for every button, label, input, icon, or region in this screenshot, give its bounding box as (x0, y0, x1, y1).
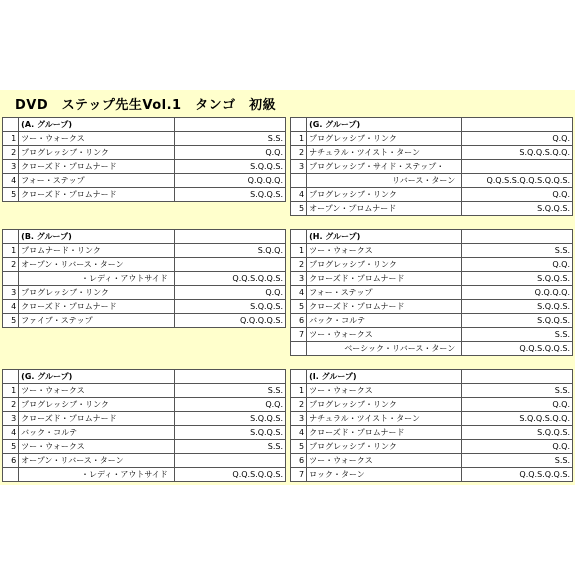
step-number: 3 (3, 286, 19, 300)
step-number: 1 (3, 384, 19, 398)
table-row (3, 272, 286, 286)
step-timing: S.Q.Q.S. (462, 426, 573, 440)
step-number: 3 (3, 412, 19, 426)
step-number: 7 (291, 328, 307, 342)
table-row (291, 202, 573, 216)
group-table-a (2, 117, 286, 202)
step-name: ・レディ・アウトサイド (19, 468, 175, 482)
header-timing-cell (462, 230, 573, 244)
table-row (291, 160, 573, 174)
step-name: ベーシック・リバース・ターン (307, 342, 462, 356)
step-number: 4 (3, 174, 19, 188)
step-number: 5 (3, 440, 19, 454)
step-number: 7 (291, 468, 307, 482)
header-timing-cell (174, 370, 285, 384)
step-number: 3 (291, 412, 307, 426)
step-name: ツー・ウォークス (307, 384, 462, 398)
header-timing-cell (174, 118, 285, 132)
step-number: 4 (291, 286, 307, 300)
table-row (291, 412, 573, 426)
table-row (3, 244, 286, 258)
step-name: ナチュラル・ツイスト・ターン (307, 146, 462, 160)
step-name: クローズド・プロムナード (307, 300, 462, 314)
table-row (3, 146, 286, 160)
step-timing: Q.Q.S.Q.Q.S. (462, 342, 573, 356)
step-name: バック・コルテ (19, 426, 175, 440)
table-row (291, 188, 573, 202)
step-name: ・レディ・アウトサイド (19, 272, 175, 286)
table-row (3, 314, 286, 328)
step-timing: Q.Q. (462, 398, 573, 412)
step-number: 2 (291, 146, 307, 160)
table-row (3, 286, 286, 300)
step-timing: S.S. (462, 244, 573, 258)
group-header-row (3, 230, 286, 244)
group-header: (I. グループ) (307, 370, 462, 384)
table-row (291, 258, 573, 272)
table-row (3, 440, 286, 454)
header-number-cell (3, 230, 19, 244)
step-number: 4 (291, 188, 307, 202)
step-number: 2 (291, 398, 307, 412)
step-timing: S.Q.Q.S. (174, 412, 285, 426)
step-timing: Q.Q.Q.Q.S. (174, 314, 285, 328)
group-header: (G. グループ) (19, 370, 175, 384)
step-number: 1 (291, 132, 307, 146)
step-timing: S.Q.Q.S. (462, 300, 573, 314)
table-row (3, 398, 286, 412)
header-number-cell (291, 370, 307, 384)
step-timing: S.S. (174, 440, 285, 454)
table-row (291, 468, 573, 482)
step-name: バック・コルテ (307, 314, 462, 328)
step-name: ツー・ウォークス (19, 132, 175, 146)
step-number: 5 (3, 314, 19, 328)
step-timing: S.Q.Q.S.Q.Q. (462, 146, 573, 160)
table-row (291, 454, 573, 468)
step-timing: Q.Q. (462, 258, 573, 272)
step-number: 5 (3, 188, 19, 202)
step-number: 2 (3, 398, 19, 412)
step-name: ツー・ウォークス (19, 440, 175, 454)
step-name: クローズド・プロムナード (307, 272, 462, 286)
step-name: プログレッシブ・リンク (307, 258, 462, 272)
table-row (291, 244, 573, 258)
header-timing-cell (462, 370, 573, 384)
group-header: (A. グループ) (19, 118, 175, 132)
step-number: 6 (3, 454, 19, 468)
group-table-i (290, 369, 573, 482)
step-name: プログレッシブ・リンク (307, 398, 462, 412)
table-row (291, 174, 573, 188)
step-name: クローズド・プロムナード (307, 426, 462, 440)
step-name: クローズド・プロムナード (19, 412, 175, 426)
step-name: オープン・リバース・ターン (19, 258, 175, 272)
table-row (291, 398, 573, 412)
table-row (291, 300, 573, 314)
step-timing: S.S. (174, 384, 285, 398)
table-row (291, 286, 573, 300)
step-name: クローズド・プロムナード (19, 188, 175, 202)
table-row (3, 300, 286, 314)
step-number: 6 (291, 454, 307, 468)
step-number: 5 (291, 300, 307, 314)
table-row (3, 188, 286, 202)
step-name: プログレッシブ・リンク (19, 286, 175, 300)
step-timing (174, 258, 285, 272)
step-name: ファイブ・ステップ (19, 314, 175, 328)
step-number: 4 (3, 300, 19, 314)
table-row (3, 468, 286, 482)
step-timing (174, 454, 285, 468)
step-timing: Q.Q. (174, 286, 285, 300)
step-name: プログレッシブ・リンク (307, 440, 462, 454)
step-timing: S.Q.Q.S. (462, 202, 573, 216)
group-header: (B. グループ) (19, 230, 175, 244)
table-row (291, 384, 573, 398)
step-number: 3 (3, 160, 19, 174)
step-timing: Q.Q. (462, 440, 573, 454)
header-number-cell (3, 118, 19, 132)
table-row (3, 412, 286, 426)
step-timing: S.Q.Q.S.Q.Q. (462, 412, 573, 426)
step-timing (462, 160, 573, 174)
table-row (291, 272, 573, 286)
group-table-b (2, 229, 286, 328)
step-timing: Q.Q. (174, 146, 285, 160)
step-name: オープン・リバース・ターン (19, 454, 175, 468)
step-name: プログレッシブ・リンク (307, 132, 462, 146)
step-timing: S.S. (462, 328, 573, 342)
step-number (291, 342, 307, 356)
step-name: ツー・ウォークス (307, 328, 462, 342)
table-row (291, 132, 573, 146)
step-number: 2 (291, 258, 307, 272)
step-timing: Q.Q.S.Q.Q.S. (462, 468, 573, 482)
group-header: (H. グループ) (307, 230, 462, 244)
step-timing: Q.Q.S.Q.Q.S. (174, 468, 285, 482)
group-header-row (291, 118, 573, 132)
step-name: プログレッシブ・サイド・ステップ・ (307, 160, 462, 174)
step-name: クローズド・プロムナード (19, 300, 175, 314)
step-number: 6 (291, 314, 307, 328)
step-name: フォー・ステップ (307, 286, 462, 300)
step-name: ナチュラル・ツイスト・ターン (307, 412, 462, 426)
step-name: プログレッシブ・リンク (19, 146, 175, 160)
step-number: 5 (291, 440, 307, 454)
step-timing: S.S. (462, 454, 573, 468)
group-table-g-right (290, 117, 573, 216)
document-title: DVD ステップ先生Vol.1 タンゴ 初級 (15, 98, 277, 113)
group-header-row (3, 118, 286, 132)
step-number: 4 (3, 426, 19, 440)
group-header-row (291, 230, 573, 244)
header-number-cell (3, 370, 19, 384)
step-number: 1 (291, 384, 307, 398)
step-number: 5 (291, 202, 307, 216)
step-timing: S.Q.Q. (174, 244, 285, 258)
step-name: プログレッシブ・リンク (307, 188, 462, 202)
step-timing: Q.Q.S.S.Q.Q.S.Q.Q.S. (462, 174, 573, 188)
step-timing: Q.Q. (462, 132, 573, 146)
table-row (3, 426, 286, 440)
step-name: ツー・ウォークス (307, 454, 462, 468)
step-name: リバース・ターン (307, 174, 462, 188)
table-row (291, 440, 573, 454)
table-row (291, 314, 573, 328)
group-header-row (3, 370, 286, 384)
table-row (3, 132, 286, 146)
step-number (3, 272, 19, 286)
step-number: 3 (291, 160, 307, 174)
step-timing: S.Q.Q.S. (174, 160, 285, 174)
step-number (3, 468, 19, 482)
group-table-g-left (2, 369, 286, 482)
step-timing: Q.Q. (462, 188, 573, 202)
table-row (3, 454, 286, 468)
step-timing: Q.Q.Q.Q. (462, 286, 573, 300)
table-row (291, 426, 573, 440)
group-header-row (291, 370, 573, 384)
table-row (3, 174, 286, 188)
step-timing: Q.Q.Q.Q. (174, 174, 285, 188)
group-table-h (290, 229, 573, 356)
step-name: ロック・ターン (307, 468, 462, 482)
step-name: ツー・ウォークス (19, 384, 175, 398)
step-number (291, 174, 307, 188)
table-row (3, 384, 286, 398)
table-row (291, 146, 573, 160)
group-header: (G. グループ) (307, 118, 462, 132)
step-number: 3 (291, 272, 307, 286)
table-row (291, 342, 573, 356)
table-row (291, 328, 573, 342)
step-number: 2 (3, 146, 19, 160)
step-number: 1 (3, 132, 19, 146)
step-name: プログレッシブ・リンク (19, 398, 175, 412)
step-timing: Q.Q.S.Q.Q.S. (174, 272, 285, 286)
step-timing: S.S. (174, 132, 285, 146)
step-timing: S.Q.Q.S. (462, 314, 573, 328)
step-name: オープン・プロムナード (307, 202, 462, 216)
step-name: ツー・ウォークス (307, 244, 462, 258)
step-timing: S.Q.Q.S. (174, 300, 285, 314)
step-timing: S.S. (462, 384, 573, 398)
step-timing: S.Q.Q.S. (462, 272, 573, 286)
step-number: 1 (3, 244, 19, 258)
header-timing-cell (174, 230, 285, 244)
step-number: 1 (291, 244, 307, 258)
step-name: フォー・ステップ (19, 174, 175, 188)
step-timing: Q.Q. (174, 398, 285, 412)
header-number-cell (291, 230, 307, 244)
step-timing: S.Q.Q.S. (174, 188, 285, 202)
step-name: プロムナード・リンク (19, 244, 175, 258)
step-number: 2 (3, 258, 19, 272)
header-number-cell (291, 118, 307, 132)
step-timing: S.Q.Q.S. (174, 426, 285, 440)
table-row (3, 258, 286, 272)
step-number: 4 (291, 426, 307, 440)
table-row (3, 160, 286, 174)
header-timing-cell (462, 118, 573, 132)
step-name: クローズド・プロムナード (19, 160, 175, 174)
